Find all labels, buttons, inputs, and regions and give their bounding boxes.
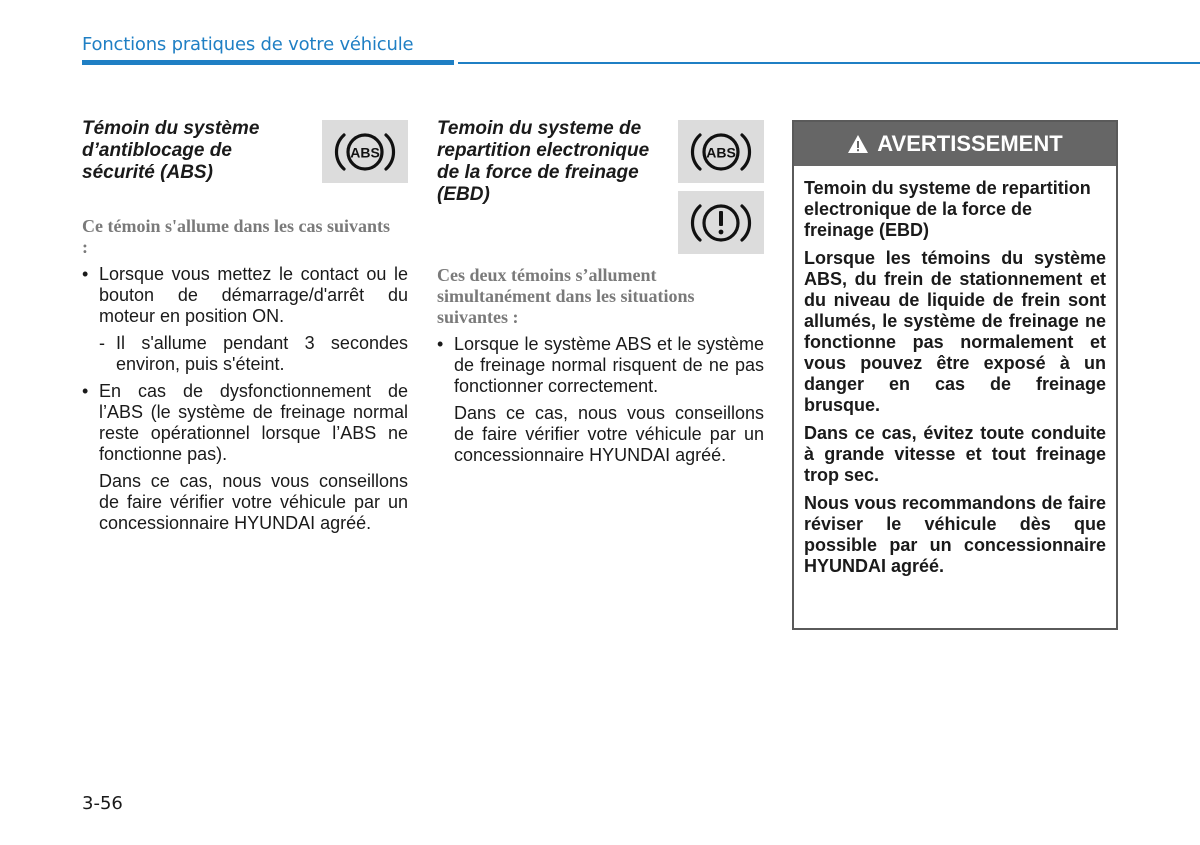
ebd-intro: Ces deux témoins s’allument simultanément dans les situations suivantes : <box>437 265 695 327</box>
abs-bullet-1-sub-text: Il s'allume pendant 3 secondes environ, puis s'éteint. <box>116 333 408 374</box>
abs-warning-icon <box>334 127 396 177</box>
warning-paragraph: Nous vous recommandons de faire réviser le véhicule dès que possible par un concessionnaire HYUNDAI agréé. <box>804 493 1106 576</box>
list-item <box>437 334 764 397</box>
ebd-brake-icon-box <box>678 191 764 254</box>
page-number: 3-56 <box>82 793 123 814</box>
abs-body <box>82 264 408 540</box>
sub-dash: - <box>99 333 105 353</box>
abs-icon-box <box>322 120 408 183</box>
warning-box <box>792 120 1118 630</box>
abs-warning-icon <box>690 127 752 177</box>
warning-paragraph: Dans ce cas, évitez toute conduite à grande vitesse et tout freinage trop sec. <box>804 423 1106 485</box>
brake-warning-icon <box>690 198 752 248</box>
warning-body <box>794 166 1116 577</box>
abs-section-title: Témoin du système d’antiblocage de sécurité (ABS) <box>82 118 260 183</box>
abs-bullet-2-text: En cas de dysfonctionnement de l’ABS (le système de freinage normal reste opérationnel lorsque l’ABS ne fonctionne pas). <box>99 381 408 464</box>
abs-follow-text: Dans ce cas, nous vous conseillons de faire vérifier votre véhicule par un concessionnaire HYUNDAI agréé. <box>99 471 408 533</box>
ebd-body <box>437 334 764 472</box>
header-rule-thick <box>82 60 454 65</box>
list-item <box>82 264 408 327</box>
warning-header <box>794 122 1116 166</box>
section-header-title: Fonctions pratiques de votre véhicule <box>82 34 414 55</box>
abs-icon-label: ABS <box>706 144 736 160</box>
header-rule-thin <box>458 62 1200 64</box>
warning-paragraph: Temoin du systeme de repartition electronique de la force de freinage (EBD) <box>804 178 1091 240</box>
abs-intro: Ce témoin s'allume dans les cas suivants : <box>82 216 391 257</box>
abs-icon-label: ABS <box>350 144 380 160</box>
ebd-bullet-1-text: Lorsque le système ABS et le système de freinage normal risquent de ne pas fonctionner correctement. <box>454 334 764 396</box>
list-item <box>82 381 408 465</box>
warning-label: AVERTISSEMENT <box>877 131 1063 156</box>
ebd-abs-icon-box <box>678 120 764 183</box>
bullet-dot: • <box>82 264 89 284</box>
list-subitem <box>99 333 408 375</box>
warning-triangle-icon <box>847 134 869 154</box>
abs-bullet-1-text: Lorsque vous mettez le contact ou le bouton de démarrage/d'arrêt du moteur en position ON. <box>99 264 408 326</box>
ebd-section-title: Temoin du systeme de repartition electronique de la force de freinage (EBD) <box>437 118 650 205</box>
warning-paragraph: Lorsque les témoins du système ABS, du frein de stationnement et du niveau de liquide de frein sont allumés, le système de freinage ne fonctionne pas normalement et vous pouvez être exposé à un danger en cas de freinage brusque. <box>804 248 1106 415</box>
ebd-follow-text: Dans ce cas, nous vous conseillons de faire vérifier votre véhicule par un concessionnaire HYUNDAI agréé. <box>454 403 764 465</box>
bullet-dot: • <box>82 381 89 401</box>
bullet-dot: • <box>437 334 444 354</box>
